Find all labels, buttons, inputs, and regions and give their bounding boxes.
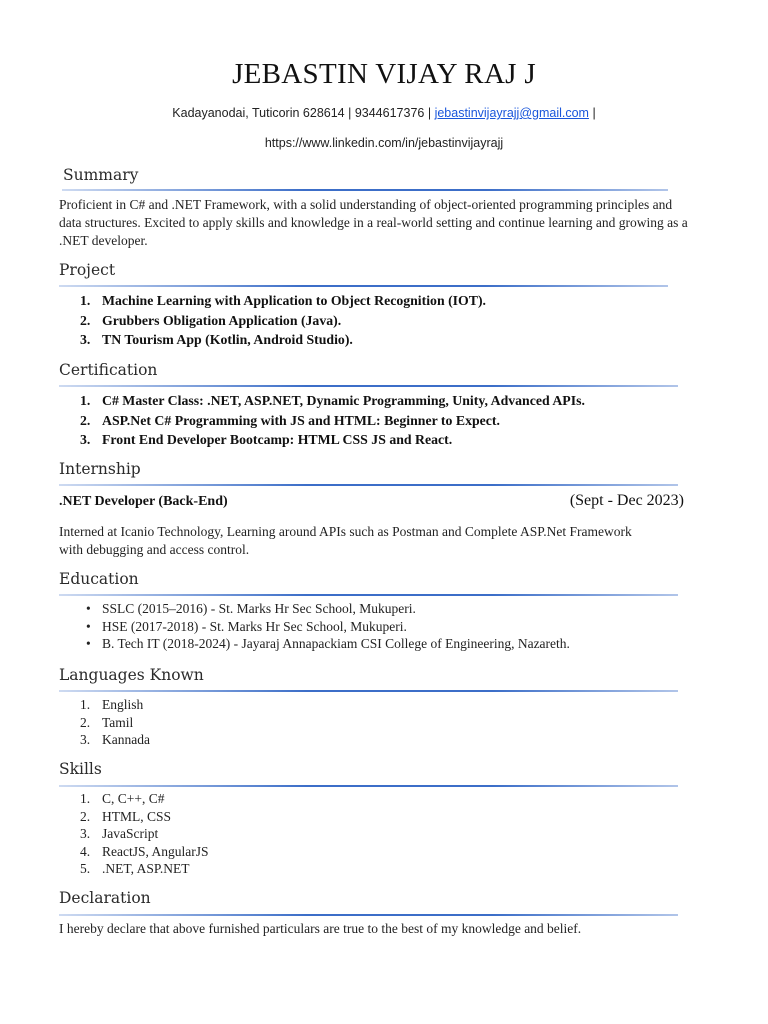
certification-rule (59, 385, 678, 387)
internship-title: .NET Developer (Back-End) (59, 494, 228, 509)
contact-line (0, 106, 768, 120)
declaration-heading: Declaration (59, 889, 151, 907)
list-item: 1. Machine Learning with Application to Object Recognition (IOT). (80, 293, 487, 308)
email-link[interactable]: jebastinvijayrajj@gmail.com (434, 106, 589, 120)
list-item: 2. Tamil (80, 714, 134, 730)
internship-text: Interned at Icanio Technology, Learning around APIs such as Postman and Complete ASP.Net Framework with debugging and access control. (59, 524, 632, 557)
list-item: • SSLC (2015–2016) - St. Marks Hr Sec School, Mukuperi. (86, 601, 416, 616)
languages-heading: Languages Known (59, 666, 204, 684)
internship-rule (59, 484, 678, 486)
list-item: 2. ASP.Net C# Programming with JS and HTML: Beginner to Expect. (80, 412, 500, 428)
education-rule (59, 594, 678, 596)
project-heading: Project (59, 261, 116, 279)
internship-heading: Internship (59, 460, 141, 478)
linkedin-url[interactable]: https://www.linkedin.com/in/jebastinvijayrajj (264, 136, 504, 150)
contact-separator: | (592, 106, 596, 120)
list-item: 5. .NET, ASP.NET (80, 861, 190, 876)
list-item: 2. HTML, CSS (80, 808, 172, 824)
candidate-name: JEBASTIN VIJAY RAJ J (232, 58, 536, 90)
list-item: 3. JavaScript (80, 826, 159, 841)
list-item: 1. English (80, 697, 144, 712)
declaration-text: I hereby declare that above furnished particulars are true to the best of my knowledge and belief. (59, 921, 582, 936)
list-item: • HSE (2017-2018) - St. Marks Hr Sec School, Mukuperi. (86, 618, 407, 634)
list-item: 4. ReactJS, AngularJS (80, 843, 209, 859)
education-list (59, 600, 739, 653)
skills-rule (59, 785, 678, 787)
list-item: 1. C, C++, C# (80, 791, 165, 806)
certification-heading: Certification (59, 361, 158, 379)
summary-rule (62, 189, 668, 191)
list-item: 3. Kannada (80, 732, 150, 747)
project-list (59, 291, 699, 350)
certification-list (59, 391, 719, 450)
list-item: 1. C# Master Class: .NET, ASP.NET, Dynamic Programming, Unity, Advanced APIs. (80, 393, 585, 408)
skills-heading: Skills (59, 760, 102, 778)
list-item: • B. Tech IT (2018-2024) - Jayaraj Annapackiam CSI College of Engineering, Nazareth. (86, 636, 570, 651)
languages-list (59, 696, 699, 749)
internship-dates: (Sept - Dec 2023) (569, 492, 684, 509)
skills-list (59, 790, 699, 878)
summary-text: Proficient in C# and .NET Framework, with a solid understanding of object-oriented programming principles and data structures. Excited to apply skills and knowledge in a real-world setting and continue learning and growing as a .NET developer. (59, 197, 688, 248)
list-item: 3. TN Tourism App (Kotlin, Android Studio). (80, 332, 353, 347)
summary-heading: Summary (63, 166, 139, 184)
project-rule (59, 285, 668, 287)
education-heading: Education (59, 570, 139, 588)
list-item: 3. Front End Developer Bootcamp: HTML CSS JS and React. (80, 432, 453, 447)
declaration-rule (59, 914, 678, 916)
languages-rule (59, 690, 678, 692)
address-phone: Kadayanodai, Tuticorin 628614 | 9344617376 | (172, 106, 432, 120)
list-item: 2. Grubbers Obligation Application (Java). (80, 312, 342, 328)
